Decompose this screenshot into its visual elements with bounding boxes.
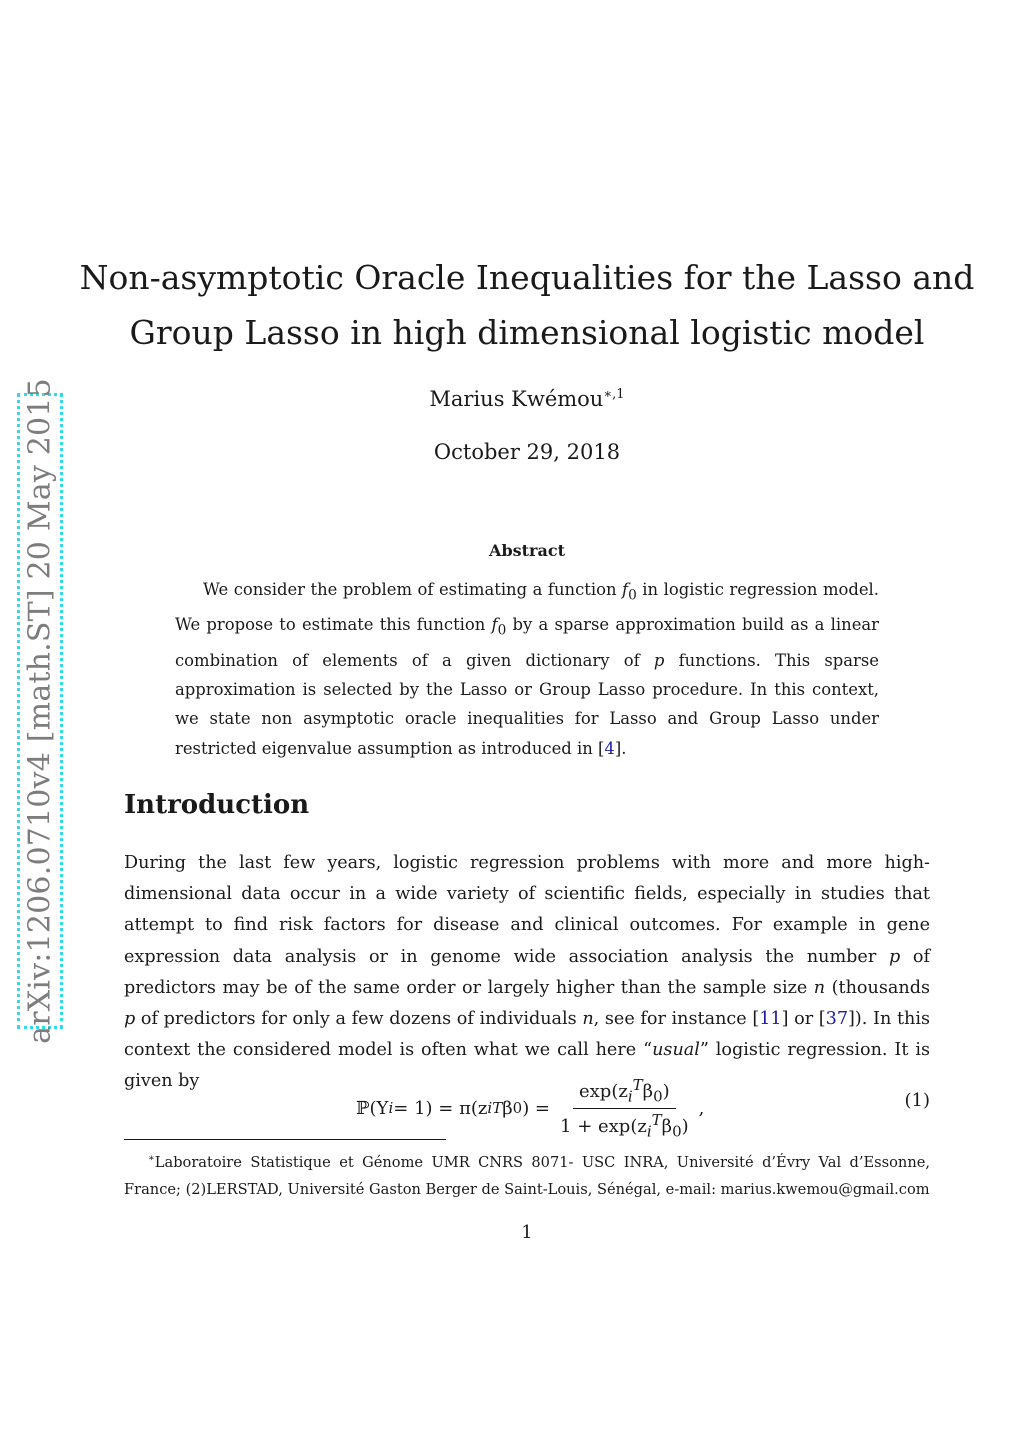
author-line <box>0 387 1024 411</box>
author-marks: ∗,1 <box>603 387 625 402</box>
fraction-denominator: $1 + \exp(z_i^T\beta_0)$ <box>560 1110 689 1141</box>
equation-number: (1) <box>904 1090 930 1111</box>
section-heading: Introduction <box>124 790 310 820</box>
arxiv-stamp <box>17 378 63 1044</box>
footnote <box>124 1145 930 1203</box>
paper-title <box>0 250 1024 360</box>
abstract-body: We consider the problem of estimating a function $f_0$ in logistic regression model. We propose to estimate this function $f_0$ by a sparse approximation build as a linear combination of elements of a given dictionary of p functions. This sparse approximation is selected by the Lasso or Group Lasso procedure. In this context, we state non asymptotic oracle inequalities for Lasso and Group Lasso under restricted eigenvalue assumption as introduced in [4]. <box>175 580 879 758</box>
abstract-heading: Abstract <box>489 541 565 560</box>
citation-link[interactable]: 4 <box>604 738 615 758</box>
page-number: 1 <box>521 1222 533 1243</box>
arxiv-stamp-text: arXiv:1206.0710v4 [math.ST] 20 May 2015 <box>22 378 58 1044</box>
footnote-text: Laboratoire Statistique et Génome UMR CNRS 8071- USC INRA, Université d’Évry Val d’Essonne, France; (2)LERSTAD, Université Gaston Berger de Saint-Louis, Sénégal, e-mail: marius.kwemou@gmail.com <box>124 1153 930 1198</box>
citation-link[interactable]: 11 <box>759 1009 782 1030</box>
author-name: Marius Kwémou <box>429 387 604 411</box>
footnote-mark: ∗ <box>148 1153 155 1164</box>
title-line-1: Non-asymptotic Oracle Inequalities for the Lasso and <box>79 258 975 297</box>
footnote-rule <box>124 1139 446 1140</box>
citation-link[interactable]: 37 <box>825 1009 849 1030</box>
equation-fraction <box>554 1076 695 1140</box>
intro-paragraph: During the last few years, logistic regression problems with more and more high-dimensional data occur in a wide variety of scientific fields, especially in studies that attempt to find risk factors for disease and clinical outcomes. For example in gene expression data analysis or in genome wide association analysis the number p of predictors may be of the same order or largely higher than the sample size n (thousands p of predictors for only a few dozens of individuals n, see for instance [11] or [37]). In this context the considered model is often what we call here “usual” logistic regression. It is given by <box>124 853 931 1092</box>
title-line-2: Group Lasso in high dimensional logistic model <box>129 313 925 352</box>
paper-date: October 29, 2018 <box>433 440 621 464</box>
equation-block <box>124 1074 930 1141</box>
equation: ℙ(Y i = 1) = π(z i T β 0 ) = $\frac{\exp(z_i^T\beta_0)}{1 + \exp(z_i^T\beta_0)}$ , <box>356 1076 705 1141</box>
fraction-numerator: $\exp(z_i^T\beta_0)$ <box>573 1076 676 1109</box>
